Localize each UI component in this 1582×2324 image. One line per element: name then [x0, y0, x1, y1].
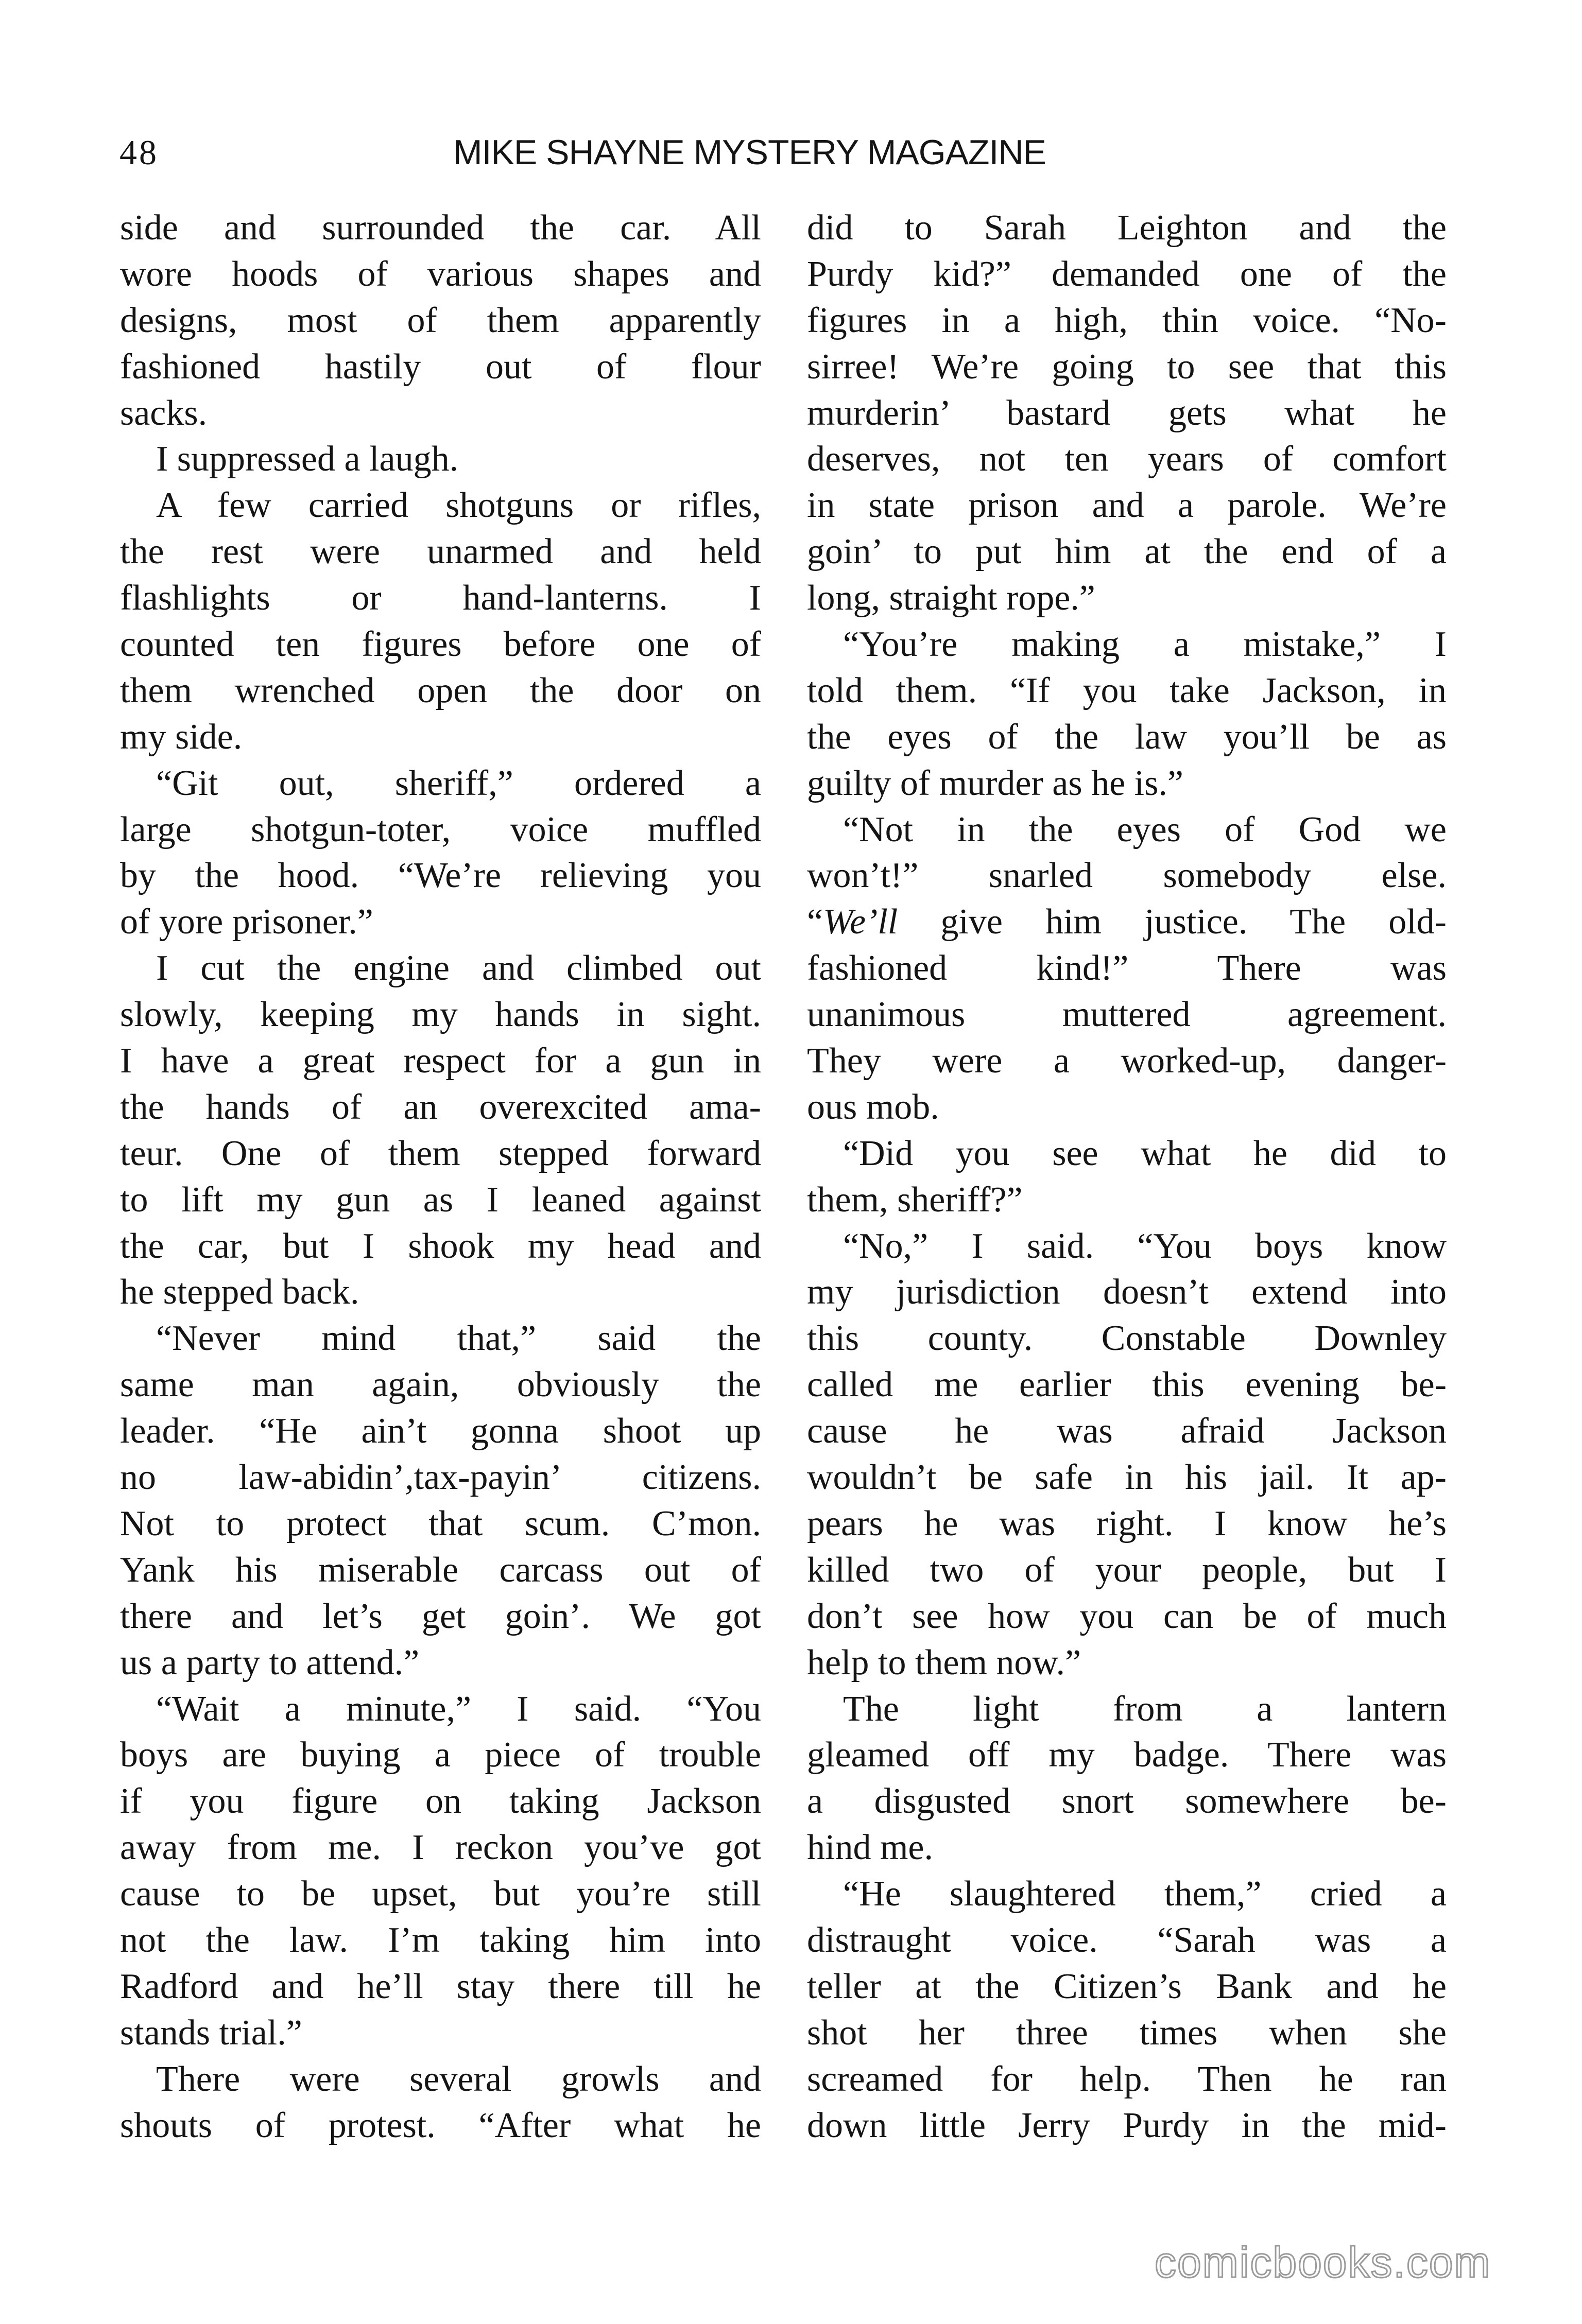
- left-text-column: [120, 205, 761, 2148]
- text-line: deserves, not ten years of comfort: [807, 439, 1447, 479]
- text-line: They were a worked-up, danger-: [807, 1041, 1447, 1081]
- text-line: stands trial.”: [120, 2013, 302, 2053]
- text-line: hind me.: [807, 1828, 933, 1868]
- text-line: won’t!” snarled somebody else.: [807, 856, 1447, 896]
- text-line: help to them now.”: [807, 1642, 1081, 1683]
- text-line: down little Jerry Purdy in the mid-: [807, 2105, 1447, 2145]
- text-line: in state prison and a parole. We’re: [807, 485, 1447, 526]
- text-line: called me earlier this evening be-: [807, 1365, 1447, 1405]
- text-line: the hands of an overexcited ama-: [120, 1087, 761, 1127]
- text-line: “No,” I said. “You boys know: [843, 1226, 1447, 1266]
- text-line: not the law. I’m taking him into: [120, 1920, 761, 1960]
- text-line: goin’ to put him at the end of a: [807, 532, 1447, 572]
- text-line: designs, most of them apparently: [120, 300, 761, 340]
- text-line: Radford and he’ll stay there till he: [120, 1966, 761, 2006]
- text-line: shot her three times when she: [807, 2013, 1447, 2053]
- text-line: “He slaughtered them,” cried a: [843, 1874, 1447, 1914]
- text-line: them wrenched open the door on: [120, 670, 761, 710]
- text-line: “We’ll give him justice. The old-: [807, 902, 1447, 942]
- text-line: by the hood. “We’re relieving you: [120, 856, 761, 896]
- text-line: wore hoods of various shapes and: [120, 254, 761, 294]
- text-line: fashioned hastily out of flour: [120, 346, 761, 387]
- watermark: comicbooks.com: [1155, 2238, 1491, 2286]
- text-line: the car, but I shook my head and: [120, 1226, 761, 1266]
- text-line: did to Sarah Leighton and the: [807, 208, 1447, 248]
- text-line: I cut the engine and climbed out: [156, 948, 761, 988]
- text-line: cause he was afraid Jackson: [807, 1411, 1447, 1451]
- text-line: them, sheriff?”: [807, 1180, 1023, 1220]
- text-line: same man again, obviously the: [120, 1365, 761, 1405]
- text-line: us a party to attend.”: [120, 1642, 420, 1683]
- text-line: killed two of your people, but I: [807, 1550, 1447, 1590]
- text-line: slowly, keeping my hands in sight.: [120, 995, 761, 1035]
- text-line: don’t see how you can be of much: [807, 1596, 1447, 1636]
- text-line: my jurisdiction doesn’t extend into: [807, 1272, 1447, 1312]
- text-line: long, straight rope.”: [807, 578, 1095, 618]
- text-line: I have a great respect for a gun in: [120, 1041, 761, 1081]
- text-line: “Not in the eyes of God we: [843, 809, 1447, 849]
- text-line: figures in a high, thin voice. “No-: [807, 300, 1447, 340]
- text-line: the eyes of the law you’ll be as: [807, 717, 1447, 757]
- text-line: Yank his miserable carcass out of: [120, 1550, 761, 1590]
- text-line: there and let’s get goin’. We got: [120, 1596, 761, 1636]
- text-line: my side.: [120, 717, 243, 757]
- text-line: The light from a lantern: [843, 1689, 1447, 1729]
- text-line: screamed for help. Then he ran: [807, 2059, 1447, 2099]
- text-line: side and surrounded the car. All: [120, 208, 761, 248]
- text-line: ous mob.: [807, 1087, 939, 1127]
- text-line: he stepped back.: [120, 1272, 359, 1312]
- text-line: no law-abidin’,tax-payin’ citizens.: [120, 1458, 761, 1498]
- text-line: counted ten figures before one of: [120, 625, 761, 665]
- text-line: gleamed off my badge. There was: [807, 1735, 1447, 1775]
- text-line: pears he was right. I know he’s: [807, 1503, 1447, 1543]
- text-line: “You’re making a mistake,” I: [843, 625, 1447, 665]
- text-line: away from me. I reckon you’ve got: [120, 1828, 761, 1868]
- text-line: a disgusted snort somewhere be-: [807, 1781, 1447, 1822]
- running-head: MIKE SHAYNE MYSTERY MAGAZINE: [453, 133, 1046, 172]
- text-line: told them. “If you take Jackson, in: [807, 670, 1447, 710]
- text-line: sirree! We’re going to see that this: [807, 346, 1447, 387]
- text-line: fashioned kind!” There was: [807, 948, 1447, 988]
- text-line: to lift my gun as I leaned against: [120, 1180, 761, 1220]
- text-line: flashlights or hand-lanterns. I: [120, 578, 761, 618]
- text-line: if you figure on taking Jackson: [120, 1781, 761, 1822]
- text-line: boys are buying a piece of trouble: [120, 1735, 761, 1775]
- text-line: “Git out, sheriff,” ordered a: [156, 763, 761, 803]
- page-number: 48: [119, 133, 159, 172]
- text-line: cause to be upset, but you’re still: [120, 1874, 761, 1914]
- text-line: There were several growls and: [156, 2059, 761, 2099]
- text-line: Not to protect that scum. C’mon.: [120, 1503, 761, 1543]
- right-text-column: [807, 205, 1447, 2148]
- text-line: this county. Constable Downley: [807, 1319, 1447, 1359]
- text-line: I suppressed a laugh.: [156, 439, 459, 479]
- text-line: teller at the Citizen’s Bank and he: [807, 1966, 1447, 2006]
- text-line: A few carried shotguns or rifles,: [156, 485, 761, 526]
- text-line: sacks.: [120, 393, 208, 433]
- text-line: “Did you see what he did to: [843, 1133, 1447, 1173]
- text-line: unanimous muttered agreement.: [807, 995, 1447, 1035]
- text-line: large shotgun-toter, voice muffled: [120, 809, 761, 849]
- text-line: wouldn’t be safe in his jail. It ap-: [807, 1458, 1447, 1498]
- text-line: shouts of protest. “After what he: [120, 2105, 761, 2145]
- text-line: Purdy kid?” demanded one of the: [807, 254, 1447, 294]
- text-line: leader. “He ain’t gonna shoot up: [120, 1411, 761, 1451]
- text-line: the rest were unarmed and held: [120, 532, 761, 572]
- text-line: of yore prisoner.”: [120, 902, 373, 942]
- text-line: “Never mind that,” said the: [156, 1319, 761, 1359]
- text-line: guilty of murder as he is.”: [807, 763, 1183, 803]
- text-line: “Wait a minute,” I said. “You: [156, 1689, 761, 1729]
- text-line: murderin’ bastard gets what he: [807, 393, 1447, 433]
- text-line: teur. One of them stepped forward: [120, 1133, 761, 1173]
- text-line: distraught voice. “Sarah was a: [807, 1920, 1447, 1960]
